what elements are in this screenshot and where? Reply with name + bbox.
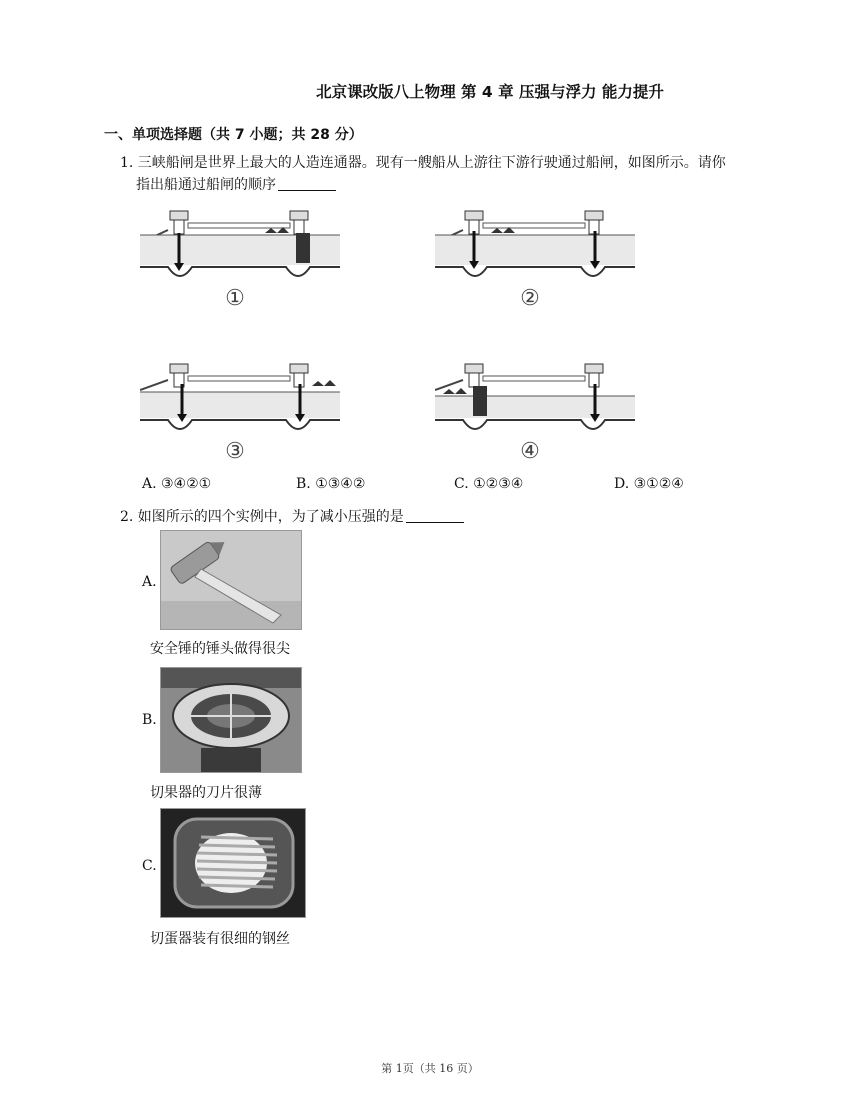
lock-diagram-4 — [435, 360, 635, 480]
option-b[interactable]: B. ①③④② — [296, 476, 366, 492]
lock-diagram-2 — [435, 205, 635, 325]
lock-diagram-3 — [140, 360, 340, 480]
safety-hammer-image — [160, 530, 302, 630]
choice-b-caption: 切果器的刀片很薄 — [150, 785, 262, 801]
fruit-cutter-image — [160, 667, 302, 773]
question-1-line2: 指出船通过船闸的顺序 — [136, 177, 276, 193]
question-1-line1: 1. 三峡船闸是世界上最大的人造连通器。现有一艘船从上游往下游行驶通过船闸，如图所示。请你 — [120, 155, 726, 171]
diagram-label-2: ② — [520, 286, 540, 311]
diagram-label-1: ① — [225, 286, 245, 311]
answer-blank — [278, 176, 336, 191]
choice-c-letter[interactable]: C. — [142, 858, 157, 874]
choice-b-letter[interactable]: B. — [142, 712, 157, 728]
question-1 — [120, 152, 770, 196]
answer-blank — [406, 508, 464, 523]
diagram-label-4: ④ — [520, 439, 540, 464]
question-2-text: 2. 如图所示的四个实例中，为了减小压强的是 — [120, 509, 404, 525]
question-2 — [120, 506, 464, 528]
choice-a-letter[interactable]: A. — [142, 574, 157, 590]
lock-diagram-1 — [140, 205, 340, 325]
question-1-options — [142, 476, 762, 496]
option-a[interactable]: A. ③④②① — [142, 476, 212, 492]
section-heading: 一、单项选择题（共 7 小题；共 28 分） — [104, 127, 363, 143]
diagram-label-3: ③ — [225, 439, 245, 464]
choice-a-caption: 安全锤的锤头做得很尖 — [150, 641, 290, 657]
choice-c-caption: 切蛋器装有很细的钢丝 — [150, 931, 290, 947]
page-footer: 第 1页（共 16 页） — [381, 1062, 479, 1075]
page-title: 北京课改版八上物理 第 4 章 压强与浮力 能力提升 — [316, 83, 664, 101]
egg-slicer-image — [160, 808, 306, 918]
option-c[interactable]: C. ①②③④ — [454, 476, 524, 492]
option-d[interactable]: D. ③①②④ — [614, 476, 684, 492]
